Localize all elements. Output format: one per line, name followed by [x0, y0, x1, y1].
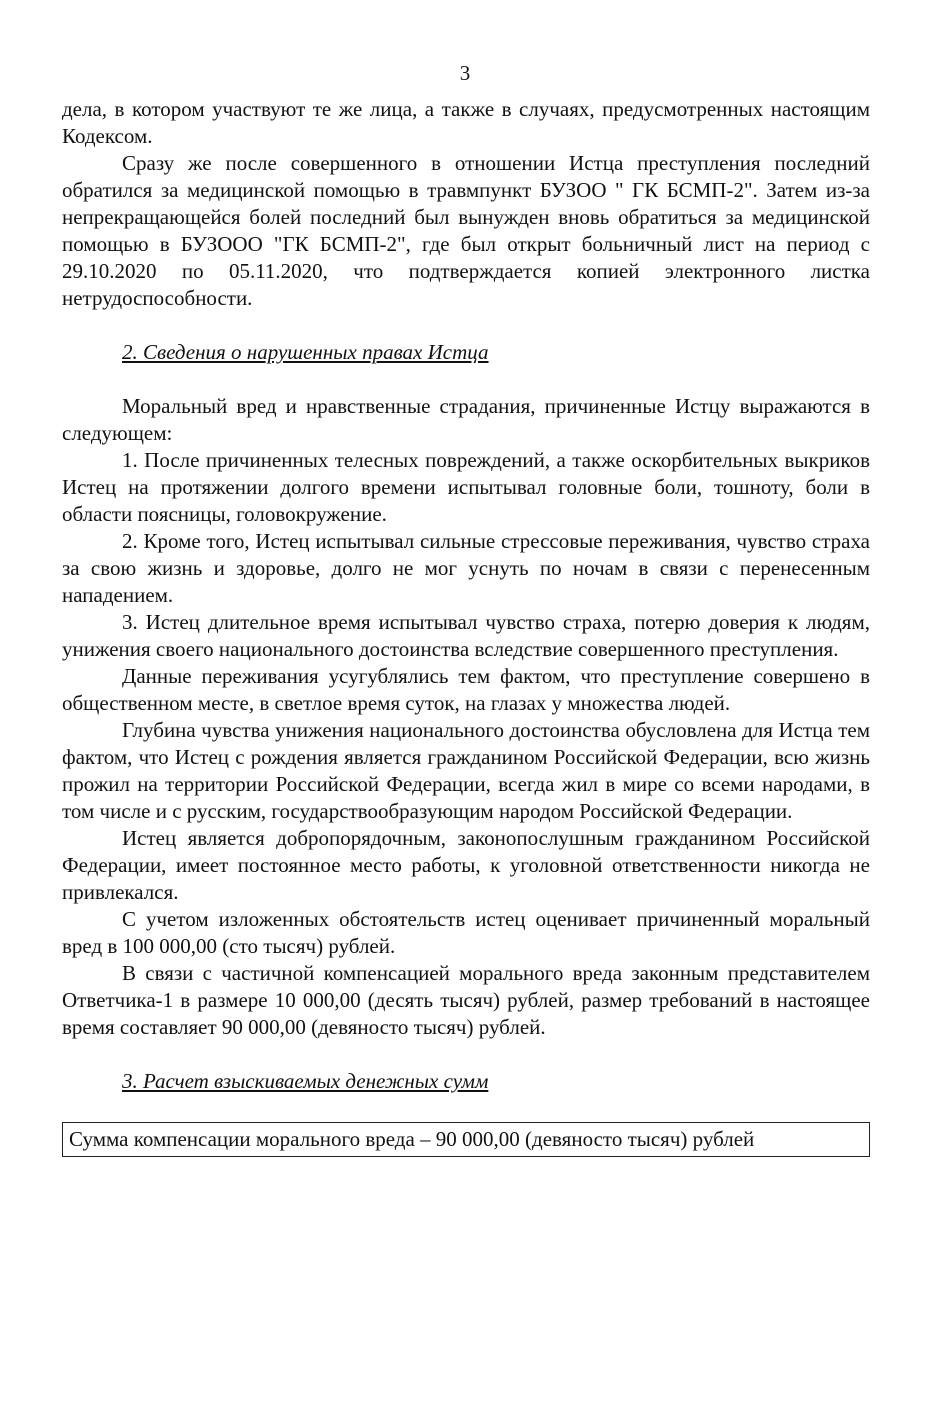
section-3-heading: 3. Расчет взыскиваемых денежных сумм	[122, 1069, 489, 1093]
section-2-paragraph: 2. Кроме того, Истец испытывал сильные стрессовые переживания, чувство страха за свою жизнь и здоровье, долго не мог уснуть по ночам в связи с перенесенным нападением.	[62, 529, 870, 607]
section-2-paragraph: Истец является добропорядочным, законопослушным гражданином Российской Федерации, имеет постоянное место работы, к уголовной ответственности никогда не привлекался.	[62, 826, 870, 904]
section-2-heading: 2. Сведения о нарушенных правах Истца	[122, 340, 489, 364]
compensation-summary-box: Сумма компенсации морального вреда – 90 000,00 (девяносто тысяч) рублей	[62, 1122, 870, 1157]
section-2-paragraph: Моральный вред и нравственные страдания, причиненные Истцу выражаются в следующем:	[62, 394, 870, 445]
section-2-paragraph: Данные переживания усугублялись тем фактом, что преступление совершено в общественном месте, в светлое время суток, на глазах у множества людей.	[62, 664, 870, 715]
section-2-paragraph: Глубина чувства унижения национального достоинства обусловлена для Истца тем фактом, что Истец с рождения является гражданином Российской Федерации, всю жизнь прожил на территории Российской Федерации, всегда жил в мире со всеми народами, в том числе и с русским, государствообразующим народом Российской Федерации.	[62, 718, 870, 823]
section-2-paragraph: 1. После причиненных телесных повреждений, а также оскорбительных выкриков Истец на протяжении долгого времени испытывал головные боли, тошноту, боли в области поясницы, головокружение.	[62, 448, 870, 526]
document-body	[62, 96, 870, 1157]
page-number: 3	[459, 61, 471, 85]
section-2-paragraph: 3. Истец длительное время испытывал чувство страха, потерю доверия к людям, унижения своего национального достоинства вследствие совершенного преступления.	[62, 610, 870, 661]
intro-continuation: дела, в котором участвуют те же лица, а также в случаях, предусмотренных настоящим Кодексом.	[62, 97, 870, 148]
medical-paragraph: Сразу же после совершенного в отношении Истца преступления последний обратился за медицинской помощью в травмпункт БУЗОО " ГК БСМП-2". Затем из-за непрекращающейся болей последний был вынужден вновь обратиться за медицинской помощью в БУЗООО "ГК БСМП-2", где был открыт больничный лист на период с 29.10.2020 по 05.11.2020, что подтверждается копией электронного листка нетрудоспособности.	[62, 151, 870, 310]
section-2-paragraph: В связи с частичной компенсацией морального вреда законным представителем Ответчика-1 в размере 10 000,00 (десять тысяч) рублей, размер требований в настоящее время составляет 90 000,00 (девяносто тысяч) рублей.	[62, 961, 870, 1039]
section-2-paragraph: С учетом изложенных обстоятельств истец оценивает причиненный моральный вред в 100 000,00 (сто тысяч) рублей.	[62, 907, 870, 958]
